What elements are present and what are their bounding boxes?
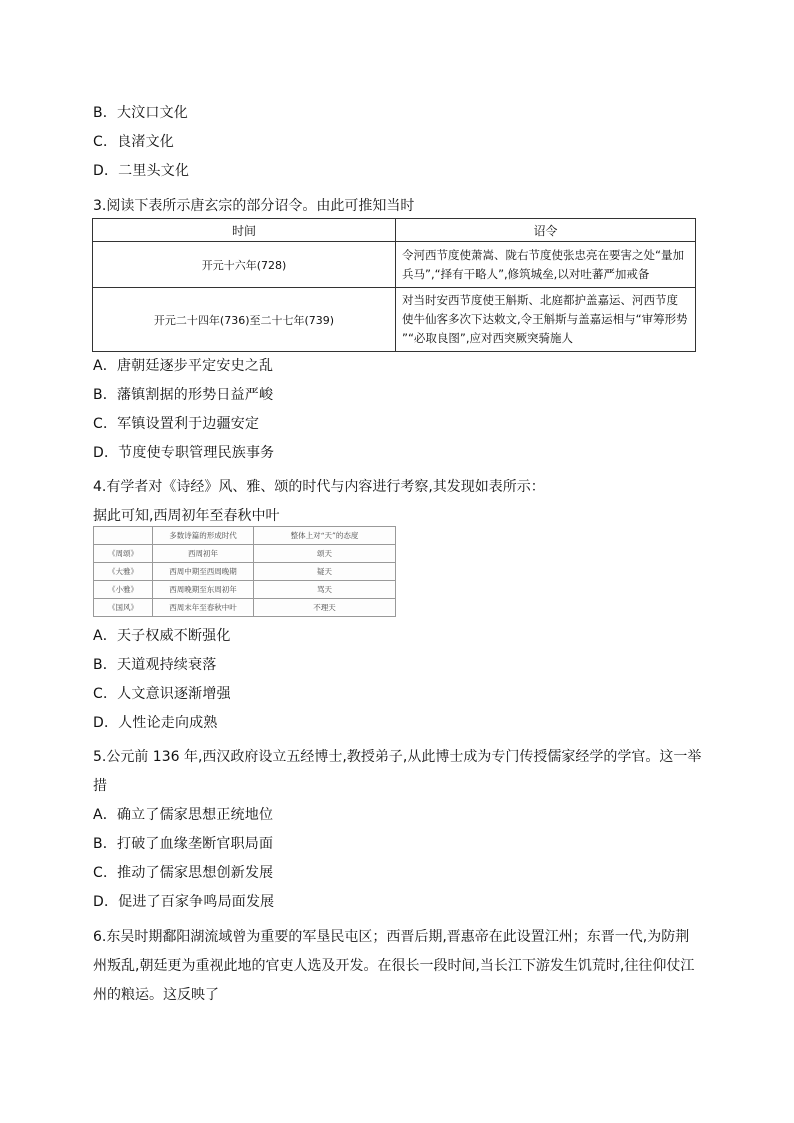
q3-option-a: A．唐朝廷逐步平定安史之乱	[93, 358, 274, 374]
q5-option-b: B．打破了血缘垄断官职局面	[93, 836, 274, 852]
q3-row2-decree	[396, 288, 696, 352]
q3-option-b: B．藩镇割据的形势日益严峻	[93, 387, 274, 403]
table-row	[94, 527, 396, 545]
q3-table-header	[93, 219, 696, 242]
q4-option-a: A．天子权威不断强化	[93, 628, 231, 644]
q4-table-image	[93, 526, 396, 614]
q6-stem-line: 6.东吴时期鄱阳湖流域曾为重要的军垦民屯区；西晋后期,晋惠帝在此设置江州；东晋一代,为防荆	[93, 929, 690, 945]
table-row	[93, 242, 696, 288]
q2-option-c: C．良渚文化	[93, 134, 174, 150]
q3-row2-decree-line: 对当时安西节度使王斛斯、北庭都护盖嘉运、河西节度	[402, 293, 678, 307]
q3-row2-decree-line: ”“必取良图”,应对西突厥突骑施人	[402, 331, 574, 345]
q6-stem-line: 州的粮运。这反映了	[93, 987, 219, 1003]
table-cell: 疑天	[254, 563, 396, 581]
q3-row1-decree-line: 令河西节度使萧嵩、陇右节度使张忠亮在要害之处“量加	[402, 247, 684, 262]
q3-table	[92, 218, 696, 352]
table-cell: 西周晚期至东周初年	[153, 581, 254, 599]
q5-stem-line: 措	[93, 778, 107, 794]
q5-stem-line: 5.公元前 136 年,西汉政府设立五经博士,教授弟子,从此博士成为专门传授儒家经学的学官。这一举	[93, 749, 702, 765]
table-row	[94, 545, 396, 563]
q4-table	[93, 526, 396, 617]
q2-option-b: B．大汶口文化	[93, 105, 189, 121]
table-cell: 多数诗篇的形成时代	[153, 527, 254, 545]
q4-stem: 4.有学者对《诗经》风、雅、颂的时代与内容进行考察,其发现如表所示：	[93, 479, 545, 495]
table-cell: 整体上对“天”的态度	[254, 527, 396, 545]
q5-option-a: A．确立了儒家思想正统地位	[93, 807, 274, 823]
q5-option-c: C．推动了儒家思想创新发展	[93, 865, 274, 881]
table-row	[93, 288, 696, 352]
q3-row1-decree-line: 兵马”,“择有干略人”,修筑城垒,以对吐蕃严加戒备	[402, 266, 650, 281]
table-row	[94, 563, 396, 581]
q3-header-time: 时间	[93, 219, 396, 242]
table-cell: 《小雅》	[94, 581, 153, 599]
q5-option-d: D．促进了百家争鸣局面发展	[93, 894, 275, 910]
table-cell: 西周末年至春秋中叶	[153, 599, 254, 617]
table-cell: 骂天	[254, 581, 396, 599]
q4-option-d: D．人性论走向成熟	[93, 715, 218, 731]
table-cell: 西周初年	[153, 545, 254, 563]
table-cell: 不理天	[254, 599, 396, 617]
q3-option-d: D．节度使专职管理民族事务	[93, 445, 275, 461]
q3-stem: 3.阅读下表所示唐玄宗的部分诏令。由此可推知当时	[93, 198, 415, 214]
q3-row2-time: 开元二十四年(736)至二十七年(739)	[93, 288, 396, 352]
q3-row2-decree-line: 使牛仙客多次下达敕文,令王斛斯与盖嘉运相与“审筹形势	[402, 312, 688, 326]
table-cell: 《周颂》	[94, 545, 153, 563]
table-row	[94, 599, 396, 617]
table-cell: 西周中期至西周晚期	[153, 563, 254, 581]
q3-header-decree: 诏令	[396, 219, 696, 242]
table-cell	[94, 527, 153, 545]
q2-option-d: D．二里头文化	[93, 163, 190, 179]
q3-row1-time: 开元十六年(728)	[93, 242, 396, 288]
q4-option-c: C．人文意识逐渐增强	[93, 686, 231, 702]
table-cell: 《国风》	[94, 599, 153, 617]
table-row	[94, 581, 396, 599]
q6-stem-line: 州叛乱,朝廷更为重视此地的官吏人选及开发。在很长一段时间,当长江下游发生饥荒时,往往仰仗江	[93, 958, 695, 974]
q3-row1-decree	[396, 242, 696, 288]
q4-stem-conclusion: 据此可知,西周初年至春秋中叶	[93, 508, 280, 524]
q3-option-c: C．军镇设置利于边疆安定	[93, 416, 260, 432]
table-cell: 颂天	[254, 545, 396, 563]
q4-option-b: B．天道观持续衰落	[93, 657, 217, 673]
table-cell: 《大雅》	[94, 563, 153, 581]
